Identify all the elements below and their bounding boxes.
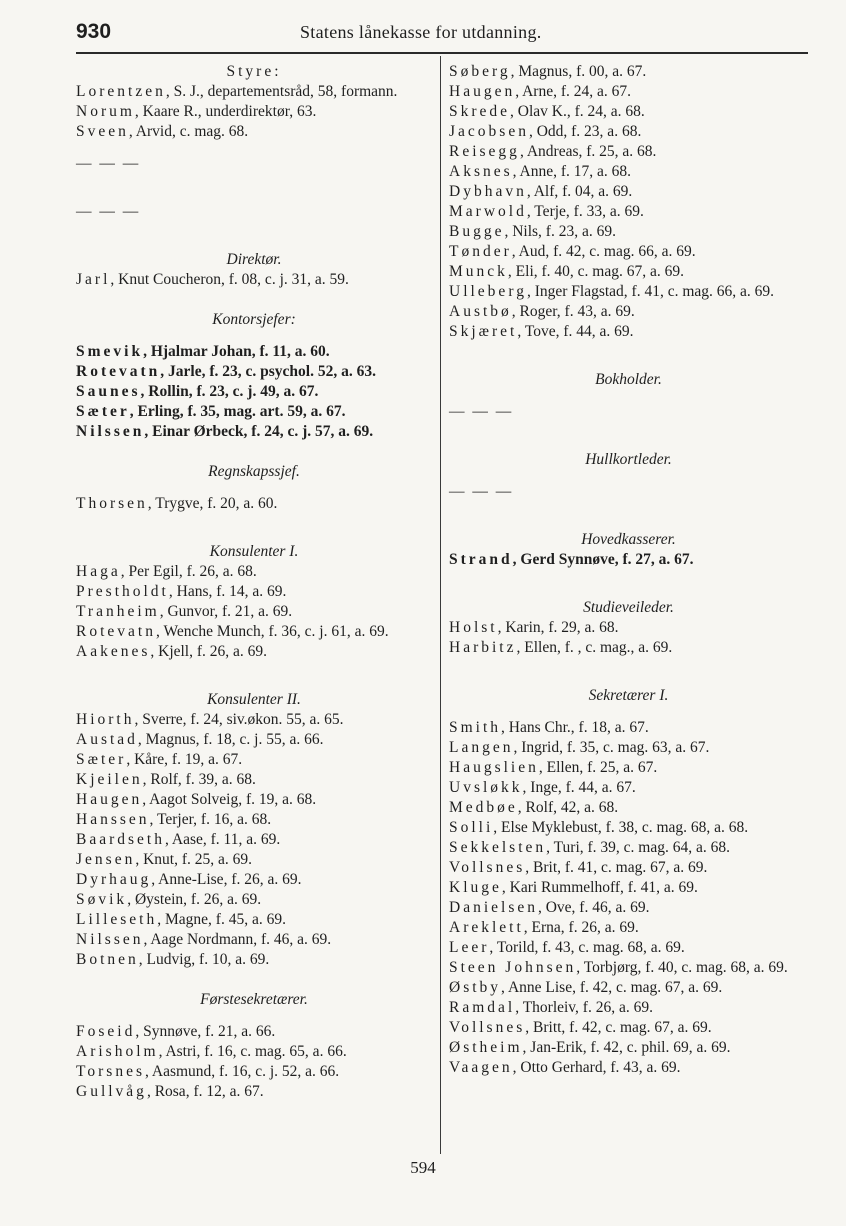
entry-details: , Astri, f. 16, c. mag. 65, a. 66. (158, 1043, 347, 1060)
list-item (76, 830, 432, 850)
surname: Jarl (76, 271, 111, 288)
list-item (76, 850, 432, 870)
list-item (449, 998, 808, 1018)
surname: Aakenes (76, 643, 151, 660)
entry-details: , Kåre, f. 19, a. 67. (126, 751, 243, 768)
list-item (76, 622, 432, 642)
right-column (449, 62, 808, 1078)
section-sekretaerer-1 (449, 718, 808, 1078)
entry-details: , Hans Chr., f. 18, a. 67. (501, 719, 649, 736)
list-item (449, 1038, 808, 1058)
surname: Skrede (449, 103, 511, 120)
entry-details: , Ove, f. 46, a. 69. (537, 899, 650, 916)
list-item (76, 102, 432, 122)
surname: Vollsnes (449, 1019, 526, 1036)
section-heading-forstesekretaerer: Førstesekretærer. (200, 991, 308, 1008)
entry-details: , Øystein, f. 26, a. 69. (127, 891, 262, 908)
surname: Tranheim (76, 603, 160, 620)
surname: Nilssen (76, 931, 144, 948)
entry-details: , Kari Rummelhoff, f. 41, a. 69. (501, 879, 698, 896)
surname: Baardseth (76, 831, 165, 848)
entry-details: , Eli, f. 40, c. mag. 67, a. 69. (507, 263, 684, 280)
list-item (76, 1042, 432, 1062)
entry-details: , Ludvig, f. 10, a. 69. (138, 951, 270, 968)
list-item (449, 1058, 808, 1078)
list-item (449, 618, 808, 638)
surname: Reisegg (449, 143, 520, 160)
entry-details: , Andreas, f. 25, a. 68. (519, 143, 657, 160)
entry-details: , Anne, f. 17, a. 68. (512, 163, 632, 180)
entry-details: , Magne, f. 45, a. 69. (157, 911, 286, 928)
entry-details: , Aagot Solveig, f. 19, a. 68. (142, 791, 317, 808)
surname: Sæter (76, 403, 130, 420)
surname: Thorsen (76, 495, 148, 512)
entry-details: , Jan-Erik, f. 42, c. phil. 69, a. 69. (522, 1039, 731, 1056)
list-item (449, 718, 808, 738)
entry-details: , Inger Flagstad, f. 41, c. mag. 66, a. 69. (526, 283, 775, 300)
section-styre (76, 82, 432, 142)
section-heading-styre: Styre: (226, 63, 282, 80)
list-item (449, 938, 808, 958)
surname: Smevik (76, 343, 144, 360)
entry-details: , Einar Ørbeck, f. 24, c. j. 57, a. 69. (144, 423, 374, 440)
entry-details: , Kjell, f. 26, a. 69. (150, 643, 268, 660)
surname: Sæter (76, 751, 127, 768)
list-item (449, 222, 808, 242)
surname: Smith (449, 719, 502, 736)
entry-details: , Erling, f. 35, mag. art. 59, a. 67. (129, 403, 346, 420)
list-item (449, 918, 808, 938)
surname: Kjeilen (76, 771, 143, 788)
list-item (76, 582, 432, 602)
running-title: Statens lånekasse for utdanning. (300, 22, 542, 42)
list-item (76, 910, 432, 930)
entry-details: , Erna, f. 26, a. 69. (523, 919, 639, 936)
entry-details: , Turi, f. 39, c. mag. 64, a. 68. (546, 839, 730, 856)
entry-details: , Tove, f. 44, a. 69. (517, 323, 634, 340)
entry-details: , Hans, f. 14, a. 69. (168, 583, 287, 600)
entry-details: , Anne Lise, f. 42, c. mag. 67, a. 69. (501, 979, 723, 996)
entry-details: , Wenche Munch, f. 36, c. j. 61, a. 69. (155, 623, 389, 640)
surname: Nilssen (76, 423, 145, 440)
list-item (76, 270, 432, 290)
entry-details: , Rosa, f. 12, a. 67. (146, 1083, 264, 1100)
list-item (76, 1022, 432, 1042)
entry-details: , Sverre, f. 24, siv.økon. 55, a. 65. (134, 711, 344, 728)
section-studieveileder (449, 618, 808, 658)
entry-details: , Gunvor, f. 21, a. 69. (159, 603, 293, 620)
surname: Lilleseth (76, 911, 158, 928)
entry-details: , Aud, f. 42, c. mag. 66, a. 69. (511, 243, 696, 260)
entry-details: , Nils, f. 23, a. 69. (504, 223, 616, 240)
entry-details: , Rolf, 42, a. 68. (517, 799, 619, 816)
list-item (449, 978, 808, 998)
section-heading-hovedkasserer: Hovedkasserer. (581, 531, 676, 548)
entry-details: , Inge, f. 44, a. 67. (522, 779, 636, 796)
list-item (449, 102, 808, 122)
surname: Aksnes (449, 163, 513, 180)
list-item (76, 562, 432, 582)
entry-details: , Karin, f. 29, a. 68. (497, 619, 619, 636)
list-item (449, 778, 808, 798)
surname: Dyrhaug (76, 871, 152, 888)
entry-details: , Knut Coucheron, f. 08, c. j. 31, a. 59. (110, 271, 349, 288)
surname: Uvsløkk (449, 779, 523, 796)
list-item (76, 362, 432, 382)
surname: Tønder (449, 243, 512, 260)
column-divider (440, 56, 441, 1154)
dash-separator: — — — (449, 483, 514, 500)
list-item (76, 770, 432, 790)
list-item (76, 1062, 432, 1082)
entry-details: , Terje, f. 33, a. 69. (526, 203, 644, 220)
surname: Langen (449, 739, 514, 756)
list-item (449, 858, 808, 878)
list-item (76, 602, 432, 622)
surname: Søvik (76, 891, 128, 908)
list-item (449, 738, 808, 758)
list-item (76, 810, 432, 830)
surname: Haugslien (449, 759, 539, 776)
list-item (449, 202, 808, 222)
entry-details: , Magnus, f. 18, c. j. 55, a. 66. (137, 731, 324, 748)
surname: Haugen (76, 791, 143, 808)
entry-details: , Arne, f. 24, a. 67. (515, 83, 631, 100)
entry-details: , Gerd Synnøve, f. 27, a. 67. (512, 551, 694, 568)
left-column (76, 62, 432, 1102)
list-item (449, 838, 808, 858)
section-heading-bokholder: Bokholder. (595, 371, 662, 388)
surname: Arisholm (76, 1043, 159, 1060)
surname: Østby (449, 979, 502, 996)
section-direktor (76, 270, 432, 290)
list-item (449, 878, 808, 898)
entry-details: , Olav K., f. 24, a. 68. (510, 103, 645, 120)
list-item (76, 402, 432, 422)
list-item (76, 790, 432, 810)
list-item (76, 930, 432, 950)
surname: Harbitz (449, 639, 517, 656)
list-item (76, 710, 432, 730)
surname: Strand (449, 551, 513, 568)
surname: Hanssen (76, 811, 150, 828)
surname: Ulleberg (449, 283, 527, 300)
list-item (449, 82, 808, 102)
surname: Solli (449, 819, 494, 836)
surname: Skjæret (449, 323, 518, 340)
surname: Rotevatn (76, 363, 161, 380)
list-item (449, 242, 808, 262)
surname: Steen Johnsen (449, 959, 577, 976)
surname: Dybhavn (449, 183, 527, 200)
section-heading-hullkortleder: Hullkortleder. (585, 451, 672, 468)
surname: Østheim (449, 1039, 523, 1056)
surname: Leer (449, 939, 490, 956)
entry-details: , Ingrid, f. 35, c. mag. 63, a. 67. (513, 739, 710, 756)
list-item (449, 282, 808, 302)
list-item (449, 550, 808, 570)
surname: Haga (76, 563, 121, 580)
list-item (449, 958, 808, 978)
section-regnskapssjef (76, 494, 432, 514)
section-heading-konsulenter-2: Konsulenter II. (207, 691, 301, 708)
entry-details: , Rollin, f. 23, c. j. 49, a. 67. (140, 383, 319, 400)
list-item (449, 638, 808, 658)
section-heading-regnskapssjef: Regnskapssjef. (208, 463, 300, 480)
surname: Botnen (76, 951, 139, 968)
surname: Haugen (449, 83, 516, 100)
entry-details: , Terjer, f. 16, a. 68. (149, 811, 272, 828)
surname: Bugge (449, 223, 505, 240)
entry-details: , Kaare R., underdirektør, 63. (134, 103, 317, 120)
surname: Jensen (76, 851, 136, 868)
surname: Areklett (449, 919, 524, 936)
entry-details: , Ellen, f. 25, a. 67. (538, 759, 658, 776)
surname: Torsnes (76, 1063, 145, 1080)
surname: Ramdal (449, 999, 516, 1016)
entry-details: , Torbjørg, f. 40, c. mag. 68, a. 69. (576, 959, 788, 976)
list-item (449, 758, 808, 778)
section-konsulenter-1 (76, 562, 432, 662)
surname: Vollsnes (449, 859, 526, 876)
dash-separator: — — — (449, 403, 514, 420)
list-item (449, 142, 808, 162)
entry-details: , Trygve, f. 20, a. 60. (147, 495, 278, 512)
list-item (76, 382, 432, 402)
surname: Kluge (449, 879, 502, 896)
section-heading-studieveileder: Studieveileder. (583, 599, 674, 616)
surname: Saunes (76, 383, 141, 400)
entry-details: , Synnøve, f. 21, a. 66. (135, 1023, 276, 1040)
section-heading-direktor: Direktør. (226, 251, 282, 268)
list-item (76, 750, 432, 770)
surname: Austad (76, 731, 138, 748)
surname: Holst (449, 619, 498, 636)
surname: Jacobsen (449, 123, 529, 140)
entry-details: , Per Egil, f. 26, a. 68. (120, 563, 257, 580)
list-item (449, 62, 808, 82)
list-item (449, 322, 808, 342)
list-item (449, 162, 808, 182)
dash-separator: — — — (76, 155, 141, 172)
section-continued (449, 62, 808, 342)
entry-details: , Aasmund, f. 16, c. j. 52, a. 66. (145, 1063, 340, 1080)
page-header (76, 20, 808, 52)
page-number: 930 (76, 20, 112, 43)
entry-details: , S. J., departementsråd, 58, formann. (165, 83, 398, 100)
entry-details: , Britt, f. 42, c. mag. 67, a. 69. (525, 1019, 712, 1036)
list-item (76, 950, 432, 970)
list-item (76, 642, 432, 662)
list-item (449, 818, 808, 838)
surname: Munck (449, 263, 508, 280)
entry-details: , Magnus, f. 00, a. 67. (510, 63, 647, 80)
surname: Rotevatn (76, 623, 156, 640)
entry-details: , Else Myklebust, f. 38, c. mag. 68, a. 68. (493, 819, 749, 836)
entry-details: , Jarle, f. 23, c. psychol. 52, a. 63. (160, 363, 376, 380)
entry-details: , Hjalmar Johan, f. 11, a. 60. (143, 343, 330, 360)
list-item (76, 890, 432, 910)
section-heading-sekretaerer-1: Sekretærer I. (588, 687, 669, 704)
list-item (449, 798, 808, 818)
section-hovedkasserer (449, 550, 808, 570)
list-item (449, 898, 808, 918)
list-item (449, 182, 808, 202)
surname: Foseid (76, 1023, 136, 1040)
surname: Danielsen (449, 899, 538, 916)
list-item (76, 730, 432, 750)
list-item (449, 262, 808, 282)
entry-details: , Ellen, f. , c. mag., a. 69. (516, 639, 673, 656)
surname: Gullvåg (76, 1083, 147, 1100)
list-item (76, 82, 432, 102)
surname: Lorentzen (76, 83, 166, 100)
footer-page-number: 594 (410, 1158, 436, 1177)
list-item (76, 1082, 432, 1102)
dash-separator: — — — (76, 203, 141, 220)
entry-details: , Anne-Lise, f. 26, a. 69. (151, 871, 302, 888)
entry-details: , Arvid, c. mag. 68. (128, 123, 249, 140)
list-item (449, 302, 808, 322)
entry-details: , Aase, f. 11, a. 69. (164, 831, 281, 848)
surname: Austbø (449, 303, 512, 320)
surname: Søberg (449, 63, 511, 80)
entry-details: , Knut, f. 25, a. 69. (135, 851, 252, 868)
section-heading-kontorsjefer: Kontorsjefer: (212, 311, 296, 328)
entry-details: , Otto Gerhard, f. 43, a. 69. (512, 1059, 681, 1076)
surname: Sveen (76, 123, 129, 140)
entry-details: , Aage Nordmann, f. 46, a. 69. (143, 931, 332, 948)
surname: Vaagen (449, 1059, 513, 1076)
header-rule (76, 52, 808, 54)
entry-details: , Torild, f. 43, c. mag. 68, a. 69. (489, 939, 685, 956)
surname: Sekkelsten (449, 839, 547, 856)
list-item (76, 342, 432, 362)
section-konsulenter-2 (76, 710, 432, 970)
list-item (76, 422, 432, 442)
surname: Medbøe (449, 799, 518, 816)
surname: Norum (76, 103, 135, 120)
entry-details: , Thorleiv, f. 26, a. 69. (515, 999, 653, 1016)
section-forstesekretaerer (76, 1022, 432, 1102)
entry-details: , Alf, f. 04, a. 69. (526, 183, 633, 200)
list-item (76, 494, 432, 514)
surname: Hiorth (76, 711, 135, 728)
entry-details: , Brit, f. 41, c. mag. 67, a. 69. (525, 859, 708, 876)
section-kontorsjefer (76, 342, 432, 442)
list-item (76, 122, 432, 142)
list-item (449, 122, 808, 142)
list-item (76, 870, 432, 890)
surname: Marwold (449, 203, 527, 220)
list-item (449, 1018, 808, 1038)
entry-details: , Roger, f. 43, a. 69. (511, 303, 635, 320)
entry-details: , Rolf, f. 39, a. 68. (142, 771, 256, 788)
entry-details: , Odd, f. 23, a. 68. (528, 123, 642, 140)
surname: Prestholdt (76, 583, 169, 600)
section-heading-konsulenter-1: Konsulenter I. (209, 543, 299, 560)
